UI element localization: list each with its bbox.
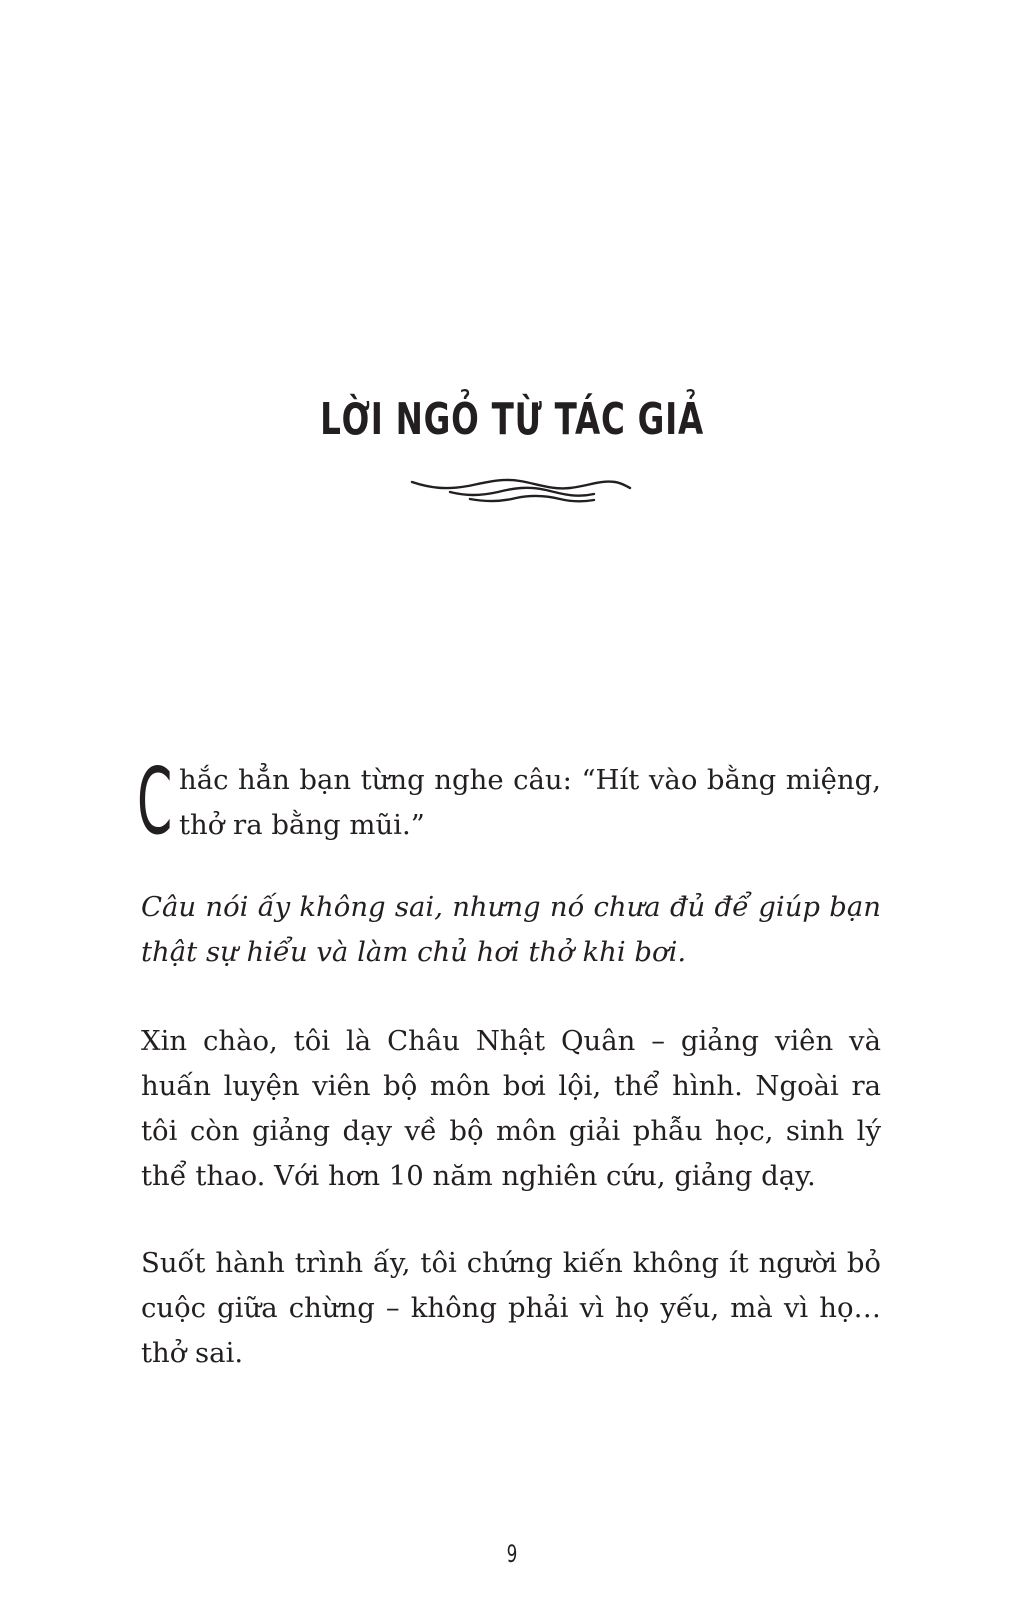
page-number: 9 [506,1540,518,1568]
paragraph-author-intro: Xin chào, tôi là Châu Nhật Quân – giảng viên và huấn luyện viên bộ môn bơi lội, thể hình. Ngoài ra tôi còn giảng dạy về bộ môn giải phẫu học, sinh lý thể thao. Với hơn 10 năm nghiên cứu, giảng dạy. [141,1025,881,1192]
drop-cap: C [137,748,173,855]
paragraph-italic-quote: Câu nói ấy không sai, nhưng nó chưa đủ để giúp bạn thật sự hiểu và làm chủ hơi thở khi bơi. [141,891,881,968]
paragraph-journey: Suốt hành trình ấy, tôi chứng kiến không ít người bỏ cuộc giữa chừng – không phải vì họ yếu, mà vì họ… thở sai. [141,1247,881,1369]
chapter-title: LỜI NGỎ TỪ TÁC GIẢ [320,394,704,445]
wave-divider-icon [410,474,632,504]
paragraph-intro [137,748,881,855]
paragraph-intro-text: hắc hẳn bạn từng nghe câu: “Hít vào bằng miệng, thở ra bằng mũi.” [179,764,881,841]
